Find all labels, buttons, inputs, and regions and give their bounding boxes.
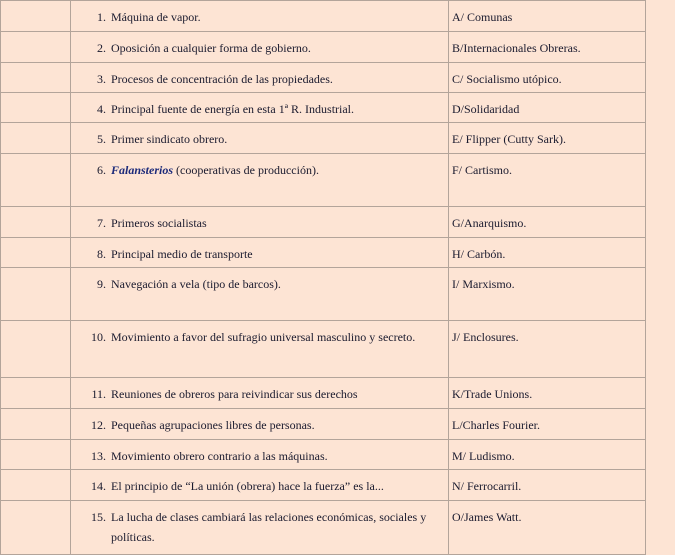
table-row bbox=[1, 123, 675, 154]
table-row bbox=[1, 321, 675, 378]
question-cell bbox=[71, 63, 449, 93]
table-row bbox=[1, 238, 675, 268]
question-cell bbox=[71, 440, 449, 470]
question-text: Máquina de vapor. bbox=[111, 7, 442, 27]
question-number: 1. bbox=[71, 7, 111, 27]
table-row bbox=[1, 268, 675, 321]
table-row bbox=[1, 63, 675, 93]
answer-cell bbox=[449, 238, 646, 268]
answer-cell bbox=[449, 409, 646, 440]
table-row bbox=[1, 440, 675, 470]
question-cell bbox=[71, 1, 449, 32]
answer-cell bbox=[449, 268, 646, 321]
question-number: 6. bbox=[71, 160, 111, 180]
margin-cell bbox=[646, 154, 675, 207]
blank-cell bbox=[1, 321, 71, 378]
margin-cell bbox=[646, 378, 675, 409]
answer-cell bbox=[449, 1, 646, 32]
margin-cell bbox=[646, 470, 675, 501]
question-number: 11. bbox=[71, 384, 111, 404]
margin-cell bbox=[646, 63, 675, 93]
question-text: Primeros socialistas bbox=[111, 213, 442, 233]
table-row bbox=[1, 1, 675, 32]
answer-cell bbox=[449, 321, 646, 378]
answer-text: B/Internacionales Obreras. bbox=[449, 32, 645, 58]
question-text: Movimiento a favor del sufragio universal masculino y secreto. bbox=[111, 327, 442, 347]
blank-cell bbox=[1, 93, 71, 123]
question-number: 3. bbox=[71, 69, 111, 89]
answer-text: G/Anarquismo. bbox=[449, 207, 645, 233]
table-row bbox=[1, 470, 675, 501]
question-cell bbox=[71, 268, 449, 321]
blank-cell bbox=[1, 409, 71, 440]
answer-text: A/ Comunas bbox=[449, 1, 645, 27]
question-cell bbox=[71, 123, 449, 154]
question-cell bbox=[71, 378, 449, 409]
margin-cell bbox=[646, 207, 675, 238]
question-cell bbox=[71, 470, 449, 501]
blank-cell bbox=[1, 1, 71, 32]
answer-text: E/ Flipper (Cutty Sark). bbox=[449, 123, 645, 149]
question-text: Oposición a cualquier forma de gobierno. bbox=[111, 38, 442, 58]
question-text bbox=[111, 160, 442, 180]
blank-cell bbox=[1, 470, 71, 501]
question-number: 7. bbox=[71, 213, 111, 233]
question-number: 12. bbox=[71, 415, 111, 435]
answer-cell bbox=[449, 378, 646, 409]
table-row bbox=[1, 93, 675, 123]
question-cell bbox=[71, 154, 449, 207]
question-number: 9. bbox=[71, 274, 111, 294]
answer-cell bbox=[449, 501, 646, 555]
margin-cell bbox=[646, 123, 675, 154]
answer-cell bbox=[449, 154, 646, 207]
answer-cell bbox=[449, 32, 646, 63]
question-number: 8. bbox=[71, 244, 111, 264]
question-number: 15. bbox=[71, 507, 111, 547]
question-text: La lucha de clases cambiará las relaciones económicas, sociales y políticas. bbox=[111, 507, 442, 547]
answer-text: N/ Ferrocarril. bbox=[449, 470, 645, 496]
question-text: Primer sindicato obrero. bbox=[111, 129, 442, 149]
answer-cell bbox=[449, 123, 646, 154]
question-number: 14. bbox=[71, 476, 111, 496]
margin-cell bbox=[646, 268, 675, 321]
blank-cell bbox=[1, 268, 71, 321]
answer-cell bbox=[449, 63, 646, 93]
blank-cell bbox=[1, 123, 71, 154]
margin-cell bbox=[646, 32, 675, 63]
answer-text: C/ Socialismo utópico. bbox=[449, 63, 645, 89]
answer-cell bbox=[449, 470, 646, 501]
question-text: El principio de “La unión (obrera) hace la fuerza” es la... bbox=[111, 476, 442, 496]
answer-text: D/Solidaridad bbox=[449, 93, 645, 119]
table-row bbox=[1, 32, 675, 63]
question-text: Pequeñas agrupaciones libres de personas. bbox=[111, 415, 442, 435]
question-text: Procesos de concentración de las propiedades. bbox=[111, 69, 442, 89]
margin-cell bbox=[646, 321, 675, 378]
blank-cell bbox=[1, 154, 71, 207]
question-text-rest: (cooperativas de producción). bbox=[173, 163, 319, 177]
table-row bbox=[1, 501, 675, 555]
table-row bbox=[1, 207, 675, 238]
table-row bbox=[1, 154, 675, 207]
answer-text: I/ Marxismo. bbox=[449, 268, 645, 294]
blank-cell bbox=[1, 440, 71, 470]
margin-cell bbox=[646, 409, 675, 440]
blank-cell bbox=[1, 238, 71, 268]
margin-cell bbox=[646, 501, 675, 555]
question-number: 4. bbox=[71, 99, 111, 119]
answer-text: H/ Carbón. bbox=[449, 238, 645, 264]
question-text: Principal fuente de energía en esta 1ª R. Industrial. bbox=[111, 99, 442, 119]
answer-text: L/Charles Fourier. bbox=[449, 409, 645, 435]
question-cell bbox=[71, 32, 449, 63]
question-number: 5. bbox=[71, 129, 111, 149]
question-cell bbox=[71, 321, 449, 378]
margin-cell bbox=[646, 238, 675, 268]
question-number: 2. bbox=[71, 38, 111, 58]
question-cell bbox=[71, 93, 449, 123]
question-text: Principal medio de transporte bbox=[111, 244, 442, 264]
question-text: Movimiento obrero contrario a las máquinas. bbox=[111, 446, 442, 466]
question-cell bbox=[71, 238, 449, 268]
answer-text: F/ Cartismo. bbox=[449, 154, 645, 180]
question-cell bbox=[71, 501, 449, 555]
answer-cell bbox=[449, 440, 646, 470]
margin-cell bbox=[646, 93, 675, 123]
question-cell bbox=[71, 207, 449, 238]
answer-text: M/ Ludismo. bbox=[449, 440, 645, 466]
table-body bbox=[1, 1, 675, 555]
question-text: Navegación a vela (tipo de barcos). bbox=[111, 274, 442, 294]
question-cell bbox=[71, 409, 449, 440]
question-number: 10. bbox=[71, 327, 111, 347]
margin-cell bbox=[646, 1, 675, 32]
answer-text: O/James Watt. bbox=[449, 501, 645, 527]
blank-cell bbox=[1, 207, 71, 238]
blank-cell bbox=[1, 32, 71, 63]
answer-text: J/ Enclosures. bbox=[449, 321, 645, 347]
blank-cell bbox=[1, 378, 71, 409]
answer-text: K/Trade Unions. bbox=[449, 378, 645, 404]
question-number: 13. bbox=[71, 446, 111, 466]
question-text: Reuniones de obreros para reivindicar sus derechos bbox=[111, 384, 442, 404]
answer-cell bbox=[449, 93, 646, 123]
answer-cell bbox=[449, 207, 646, 238]
table-row bbox=[1, 378, 675, 409]
emphasized-term: Falansterios bbox=[111, 163, 173, 177]
blank-cell bbox=[1, 501, 71, 555]
table-row bbox=[1, 409, 675, 440]
margin-cell bbox=[646, 440, 675, 470]
blank-cell bbox=[1, 63, 71, 93]
